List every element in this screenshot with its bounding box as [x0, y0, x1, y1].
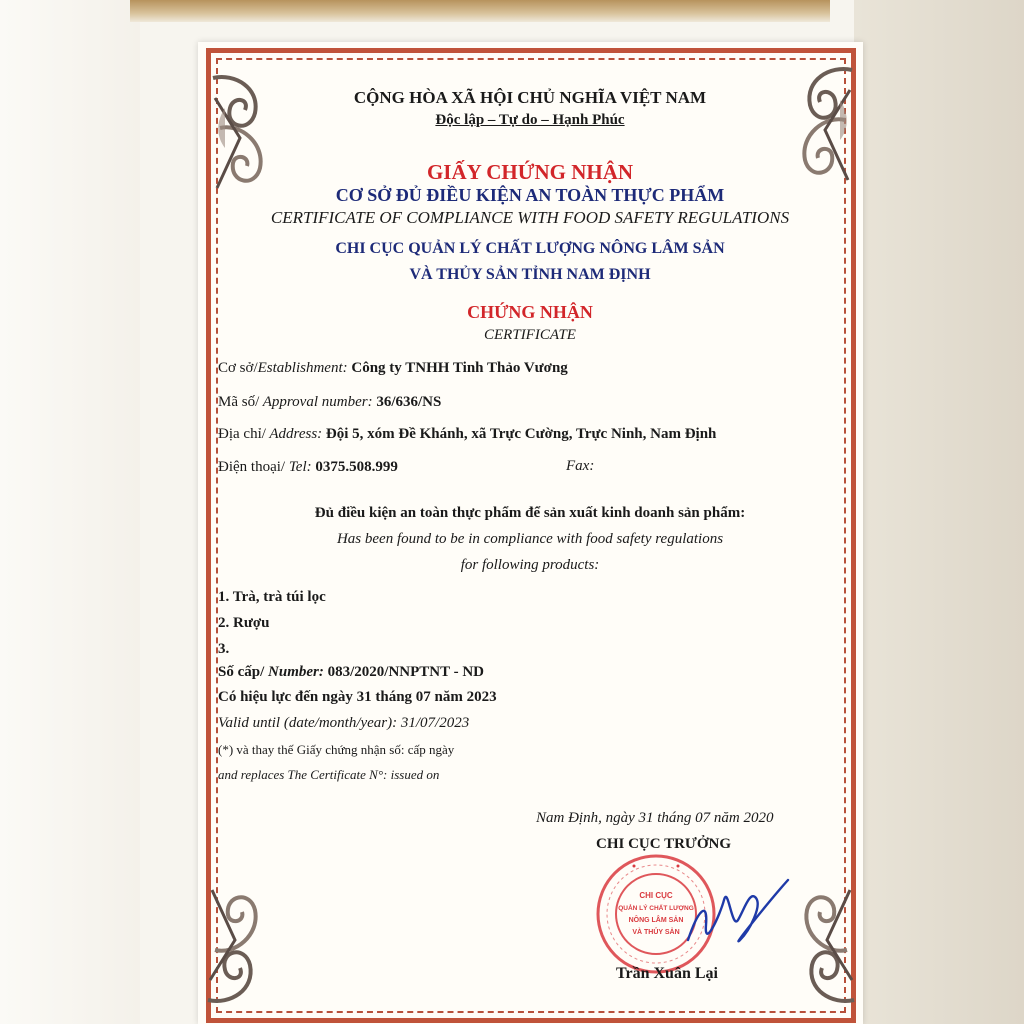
- validity-label-en: Valid until (date/month/year):: [218, 715, 401, 731]
- validity-row-en: [218, 715, 469, 732]
- compliance-statement-en-1: Has been found to be in compliance with food safety regulations: [336, 531, 724, 547]
- handwritten-signature: [680, 870, 790, 960]
- certifies-heading-en: CERTIFICATE: [484, 327, 576, 343]
- product-item: 1. Trà, trà túi lọc: [218, 589, 326, 605]
- seal-text-line: NÔNG LÂM SẢN: [628, 917, 684, 924]
- certifies-heading-vn: CHỨNG NHẬN: [467, 302, 593, 322]
- corner-ornament-bottom-left: [200, 880, 270, 1010]
- country-heading: CỘNG HÒA XÃ HỘI CHỦ NGHĨA VIỆT NAM: [353, 88, 707, 107]
- tel-label-en: Tel:: [285, 459, 312, 475]
- approval-row: [218, 394, 441, 411]
- address-row: [218, 426, 716, 443]
- certificate-subtitle-vn: CƠ SỞ ĐỦ ĐIỀU KIỆN AN TOÀN THỰC PHẨM: [335, 185, 725, 205]
- product-item: 2. Rượu: [218, 615, 270, 631]
- replaces-statement-vn: (*) và thay thế Giấy chứng nhận số: cấp ngày: [218, 742, 455, 757]
- compliance-statement-en-2: for following products:: [460, 557, 600, 573]
- place-date: Nam Định, ngày 31 tháng 07 năm 2020: [536, 810, 774, 826]
- address-value: Đội 5, xóm Đề Khánh, xã Trực Cường, Trực Ninh, Nam Định: [325, 426, 717, 442]
- validity-statement-vn: Có hiệu lực đến ngày 31 tháng 07 năm 2023: [218, 689, 497, 705]
- signatory-title: CHI CỤC TRƯỞNG: [596, 836, 732, 852]
- address-label-en: Address:: [265, 426, 323, 442]
- corner-ornament-bottom-right: [792, 880, 862, 1010]
- number-row: [218, 664, 484, 681]
- agency-line-2: VÀ THỦY SẢN TỈNH NAM ĐỊNH: [409, 266, 651, 283]
- tel-value: 0375.508.999: [315, 459, 398, 475]
- seal-text-line: QUẢN LÝ CHẤT LƯỢNG: [618, 905, 694, 912]
- seal-text-line: CHI CỤC: [639, 891, 673, 900]
- establishment-row: [218, 360, 568, 377]
- tel-row: [218, 459, 398, 476]
- validity-value-en: 31/07/2023: [400, 715, 470, 731]
- agency-line-1: CHI CỤC QUẢN LÝ CHẤT LƯỢNG NÔNG LÂM SẢN: [335, 240, 725, 257]
- approval-value: 36/636/NS: [376, 394, 442, 410]
- approval-label-en: Approval number:: [259, 394, 373, 410]
- number-value: 083/2020/NNPTNT - ND: [327, 664, 485, 680]
- replaces-statement-en: and replaces The Certificate N°: issued on: [218, 767, 440, 782]
- national-motto: Độc lập – Tự do – Hạnh Phúc: [435, 112, 625, 128]
- establishment-label-vn: Cơ sở/: [218, 360, 258, 376]
- establishment-label-en: Establishment:: [257, 360, 348, 376]
- background-top-wood: [130, 0, 830, 22]
- establishment-value: Công ty TNHH Tinh Thảo Vương: [351, 360, 568, 376]
- number-label-vn: Số cấp/: [218, 664, 265, 680]
- signatory-name: Trần Xuân Lại: [616, 965, 718, 982]
- background-left: [0, 0, 140, 1024]
- background-right: [854, 0, 1024, 1024]
- approval-label-vn: Mã số/: [218, 394, 260, 410]
- certificate-title: GIẤY CHỨNG NHẬN: [426, 160, 634, 184]
- product-item: 3.: [218, 641, 230, 657]
- fax-label: Fax:: [566, 458, 595, 474]
- number-label-en: Number:: [264, 664, 324, 680]
- seal-text-line: VÀ THỦY SẢN: [632, 929, 680, 936]
- address-label-vn: Địa chỉ/: [218, 426, 266, 442]
- tel-label-vn: Điện thoại/: [218, 459, 286, 475]
- compliance-statement-vn: Đủ điều kiện an toàn thực phẩm để sản xuất kinh doanh sản phẩm:: [314, 505, 746, 521]
- certificate-subtitle-en: CERTIFICATE OF COMPLIANCE WITH FOOD SAFETY REGULATIONS: [270, 208, 790, 227]
